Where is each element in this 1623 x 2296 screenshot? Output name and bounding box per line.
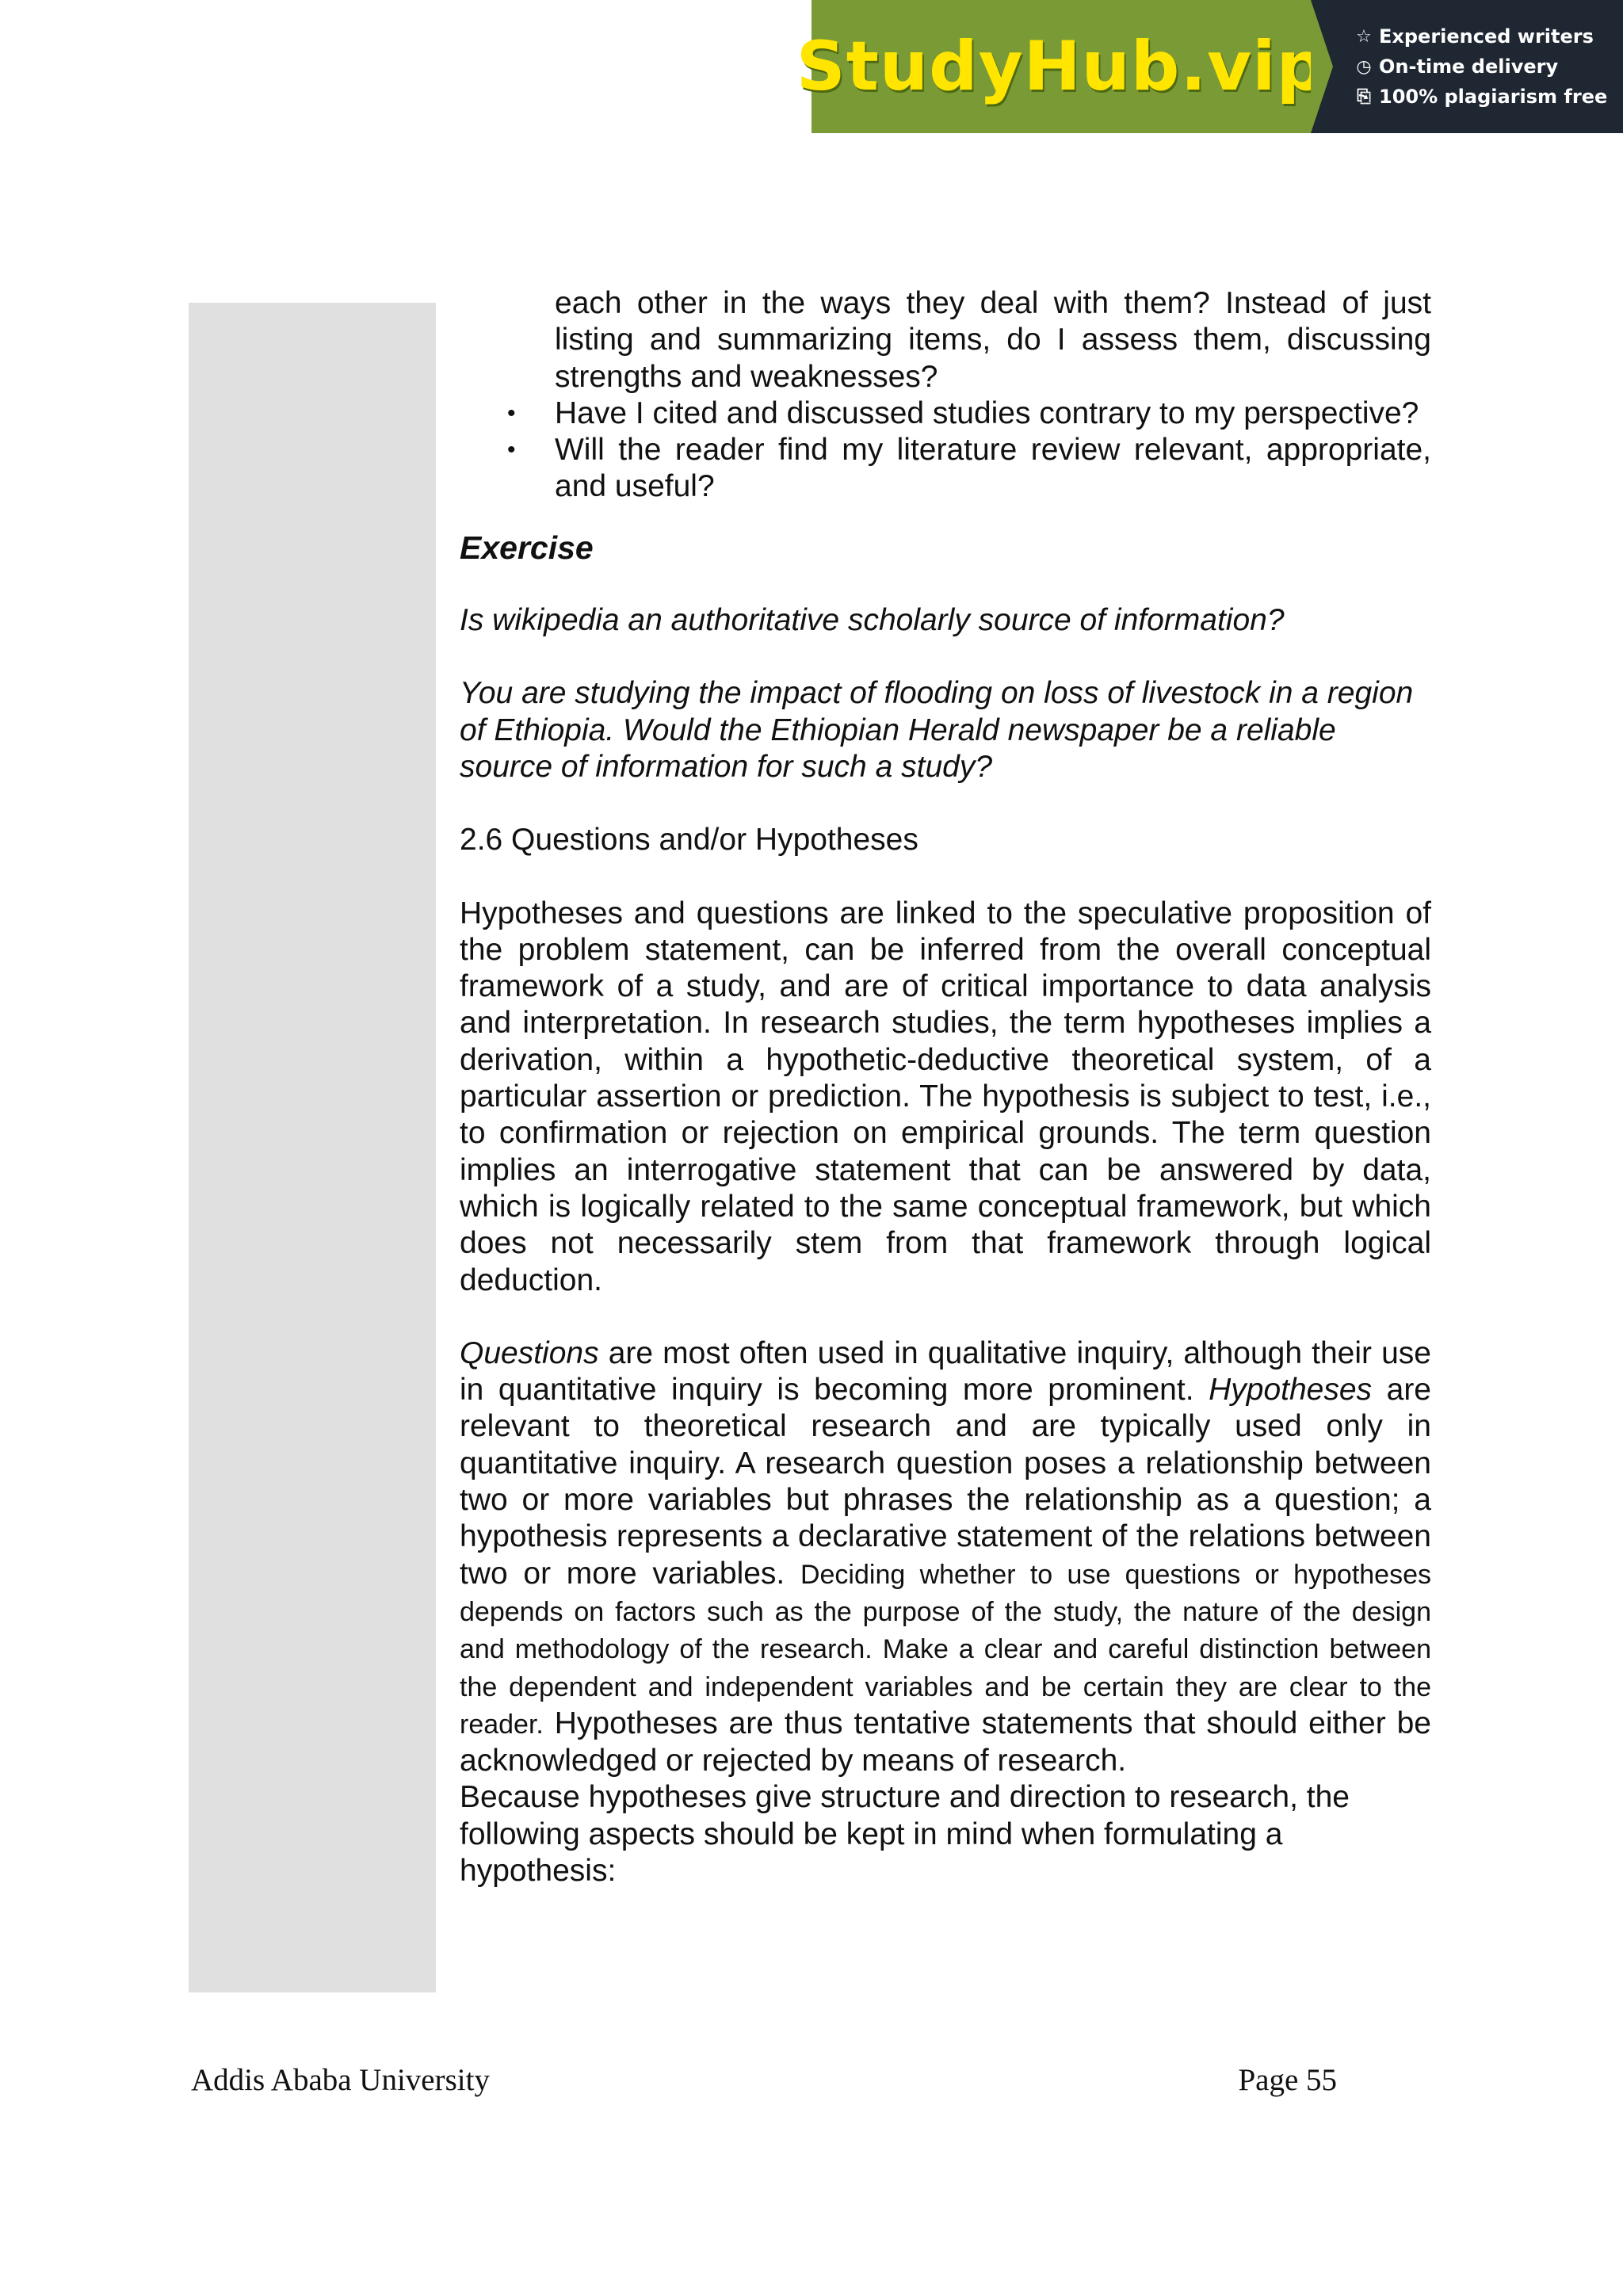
section-title: 2.6 Questions and/or Hypotheses — [460, 823, 918, 858]
studyhub-banner[interactable] — [796, 0, 1623, 133]
footer-page-number: Page 55 — [1238, 2063, 1337, 2097]
list-item: • Will the reader find my literature review relevant, appropriate, and useful? — [507, 433, 1431, 504]
document-icon: ⎘ — [1357, 86, 1371, 107]
feature-label: On-time delivery — [1379, 55, 1559, 78]
exercise-heading: Exercise — [460, 529, 594, 566]
paragraph-hypotheses-questions: Hypotheses and questions are linked to the speculative proposition of the problem statement, can be inferred from the overall conceptual framework of a study, and are of critical importance to data analysis and interpretation. In research studies, the term hypotheses implies a derivation, within a hypothetic-deductive theoretical system, of a particular assertion or prediction. The hypothesis is subject to test, i.e., to confirmation or rejection on empirical grounds. The term question implies an interrogative statement that can be answered by data, which is logically related to the same conceptual framework, but which does not necessarily stem from that framework through logical deduction. — [460, 896, 1431, 1297]
term-hypotheses: Hypotheses — [1209, 1373, 1373, 1408]
star-icon: ☆ — [1356, 26, 1372, 47]
banner-features — [1311, 0, 1623, 133]
feature-label: Experienced writers — [1379, 25, 1594, 48]
exercise-question-2: You are studying the impact of flooding on loss of livestock in a region of Ethiopia. Would the Ethiopian Herald newspaper be a reliable source of information for such a study? — [460, 676, 1414, 784]
page-sidebar — [189, 303, 436, 1992]
footer-university: Addis Ababa University — [191, 2063, 490, 2097]
feature-experienced-writers — [1355, 25, 1623, 48]
list-item: • Have I cited and discussed studies contrary to my perspective? — [460, 395, 1431, 432]
bullet-continuation: each other in the ways they deal with them? Instead of just listing and summarizing items, do I assess them, discussing strengths and weaknesses? — [555, 286, 1431, 394]
page-content — [460, 285, 1431, 1889]
feature-label: 100% plagiarism free — [1379, 86, 1608, 108]
paragraph-questions-vs-hypotheses: Questions are most often used in qualitative inquiry, although their use in quantitative inquiry is becoming more prominent. Hypotheses are relevant to theoretical research and are typically used only in quantitative inquiry. A research question poses a relationship between two or more variables but phrases the relationship as a question; a hypothesis represents a declarative statement of the relations between two or more variables. Deciding whether to use questions or hypotheses depends on factors such as the purpose of the study, the nature of the design and methodology of the research. Make a clear and careful distinction between the dependent and independent variables and be certain they are clear to the reader. Hypotheses are thus tentative statements that should either be acknowledged or rejected by means of research. — [460, 1335, 1432, 1778]
term-questions: Questions — [460, 1335, 599, 1370]
brand-logo[interactable] — [796, 0, 1327, 133]
paragraph-formulating-hypothesis: Because hypotheses give structure and direction to research, the following aspects should be kept in mind when formulating a hypothesis: — [460, 1780, 1350, 1888]
exercise-question-1: Is wikipedia an authoritative scholarly source of information? — [460, 603, 1285, 638]
bullet-icon: • — [507, 437, 516, 464]
brand-name: StudyHub.vip — [796, 27, 1327, 106]
feature-on-time-delivery — [1355, 55, 1623, 78]
bullet-icon: • — [507, 399, 516, 426]
banner-arrow — [1311, 0, 1333, 133]
checklist-bullets — [460, 395, 1431, 506]
clock-icon: ◷ — [1356, 56, 1372, 77]
feature-plagiarism-free — [1355, 86, 1623, 108]
small-text-span: Deciding whether to use questions or hypotheses depends on factors such as the purpose of the study, the nature of the design and methodology of the research. Make a clear and careful distinction between the dependent and independent variables and be certain they are clear to the reader. — [460, 1559, 1431, 1740]
